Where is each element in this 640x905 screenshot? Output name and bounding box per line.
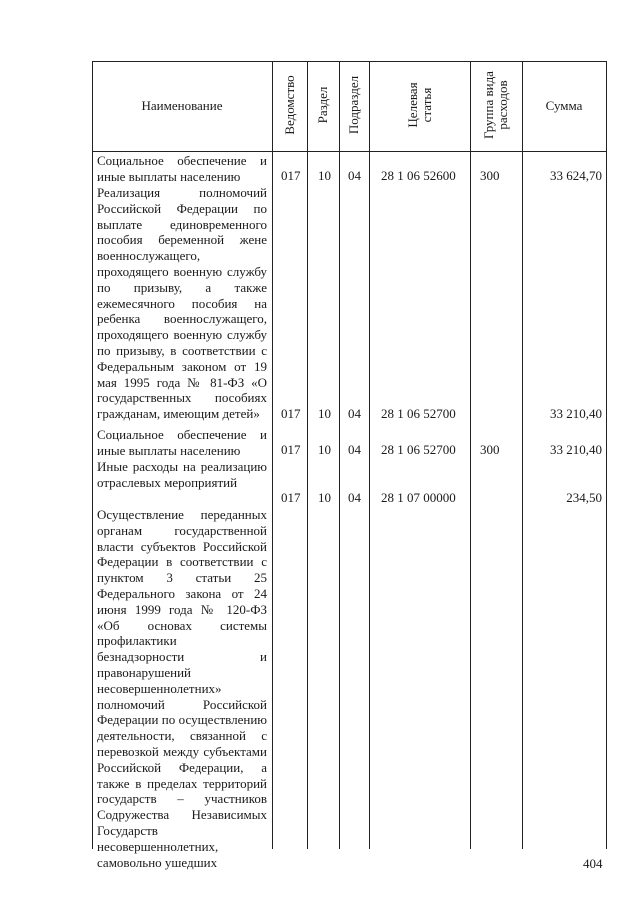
column-divider <box>307 61 308 849</box>
page-number: 404 <box>583 856 603 871</box>
row-subsection: 04 <box>348 406 361 421</box>
column-divider <box>92 61 93 849</box>
column-divider <box>606 61 607 849</box>
header-target-line: статья <box>419 87 434 123</box>
header-section: Раздел <box>315 86 330 124</box>
row-sum: 33 210,40 <box>550 406 602 421</box>
header-target-line: Целевая <box>405 82 420 128</box>
column-divider <box>272 61 273 849</box>
header-name: Наименование <box>141 98 223 113</box>
table-top-border <box>92 61 606 62</box>
column-divider <box>522 61 523 849</box>
header-target <box>406 65 434 145</box>
row-target: 28 1 06 52600 <box>381 168 456 183</box>
row-subsection: 04 <box>348 442 361 457</box>
row-section: 10 <box>318 168 331 183</box>
row-section: 10 <box>318 490 331 505</box>
row-dept: 017 <box>281 490 301 505</box>
row-sum: 33 210,40 <box>550 442 602 457</box>
header-sum: Сумма <box>545 98 583 113</box>
row-dept: 017 <box>281 168 301 183</box>
column-divider <box>470 61 471 849</box>
row-name: Социальное обеспечение и иные выплаты населению <box>97 153 267 184</box>
row-section: 10 <box>318 442 331 457</box>
row-subsection: 04 <box>348 168 361 183</box>
column-divider <box>369 61 370 849</box>
column-divider <box>339 61 340 849</box>
header-group-line: Группа вида <box>481 71 496 139</box>
row-target: 28 1 06 52700 <box>381 442 456 457</box>
header-dept: Ведомство <box>282 75 297 135</box>
row-section: 10 <box>318 406 331 421</box>
row-group: 300 <box>480 442 500 457</box>
row-name: Осуществление переданных органам государственной власти субъектов Российской Федерации в соответствии с пунктом 3 статьи 25 Федерального закона от 24 июня 1999 года № 120-ФЗ «Об основах системы профилактики безнадзорности и правонарушений несовершеннолетних» полномочий Российской Федерации по осуществлению деятельности, связанной с перевозкой между субъектами Российской Федерации, а также в пределах территорий государств – участников Содружества Независимых Государств несовершеннолетних, самовольно ушедших <box>97 507 267 870</box>
row-name: Социальное обеспечение и иные выплаты населению <box>97 427 267 458</box>
header-bottom-border <box>92 151 606 152</box>
row-group: 300 <box>480 168 500 183</box>
row-name: Иные расходы на реализацию отраслевых мероприятий <box>97 459 267 490</box>
row-target: 28 1 07 00000 <box>381 490 456 505</box>
header-group <box>482 65 510 145</box>
row-dept: 017 <box>281 406 301 421</box>
row-sum: 234,50 <box>566 490 602 505</box>
header-subsection: Подраздел <box>346 75 361 135</box>
row-sum: 33 624,70 <box>550 168 602 183</box>
row-subsection: 04 <box>348 490 361 505</box>
header-group-line: расходов <box>495 80 510 130</box>
row-target: 28 1 06 52700 <box>381 406 456 421</box>
row-name: Реализация полномочий Российской Федерации по выплате единовременного пособия беременной жене военнослужащего, проходящего военную службу по призыву, а также ежемесячного пособия на ребенка военнослужащего, проходящего военную службу по призыву, в соответствии с Федеральным законом от 19 мая 1995 года № 81-ФЗ «О государственных пособиях гражданам, имеющим детей» <box>97 185 267 422</box>
row-dept: 017 <box>281 442 301 457</box>
